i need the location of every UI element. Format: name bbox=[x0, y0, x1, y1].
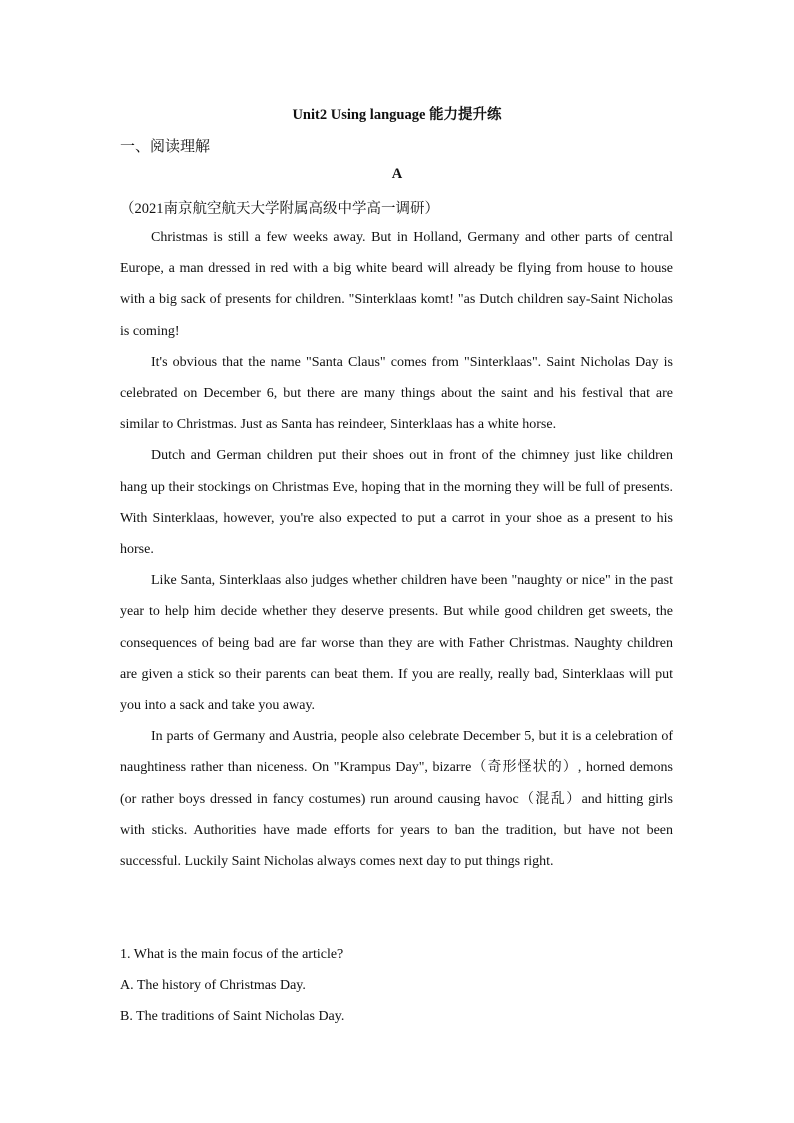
section-heading: 一、阅读理解 bbox=[120, 139, 211, 155]
paragraph-1: Christmas is still a few weeks away. But in Holland, Germany and other parts of central Europe, a man dressed in red with a big white beard will already be flying from house to house with a big sack of presents for children. "Sinterklaas komt! "as Dutch children say-Saint Nicholas is coming! bbox=[120, 230, 673, 339]
option-a: A. The history of Christmas Day. bbox=[120, 978, 306, 994]
passage-label: A bbox=[391, 166, 403, 182]
paragraph-4: Like Santa, Sinterklaas also judges whether children have been "naughty or nice" in the past year to help him decide whether they deserve presents. But while good children get sweets, the consequences of being bad are far worse than they are with Father Christmas. Naughty children are given a stick so their parents can beat them. If you are really, really bad, Sinterklaas will put you into a sack and take you away. bbox=[120, 573, 673, 714]
passage-body bbox=[120, 222, 673, 877]
question-1: 1. What is the main focus of the article? bbox=[120, 947, 344, 962]
question-block bbox=[120, 939, 673, 1033]
document-title: Unit2 Using language 能力提升练 bbox=[292, 107, 502, 123]
paragraph-2: It's obvious that the name "Santa Claus" comes from "Sinterklaas". Saint Nicholas Day is celebrated on December 6, but there are many things about the saint and his festival that are similar to Christmas. Just as Santa has reindeer, Sinterklaas has a white horse. bbox=[120, 354, 673, 433]
passage-source: （2021南京航空航天大学附属高级中学高一调研） bbox=[120, 201, 439, 217]
paragraph-3: Dutch and German children put their shoes out in front of the chimney just like children hang up their stockings on Christmas Eve, hoping that in the morning they will be full of presents. With Sinterklaas, however, you're also expected to put a carrot in your shoe as a present to his horse. bbox=[120, 448, 673, 558]
option-b: B. The traditions of Saint Nicholas Day. bbox=[120, 1009, 345, 1025]
paragraph-5: In parts of Germany and Austria, people also celebrate December 5, but it is a celebration of naughtiness rather than niceness. On "Krampus Day", bizarre（奇形怪状的）, horned demons (or rather boys dressed in fancy costumes) run around causing havoc（混乱）and hitting girls with sticks. Authorities have made efforts for years to ban the tradition, but have not been successful. Luckily Saint Nicholas always comes next day to put things right. bbox=[120, 729, 673, 870]
